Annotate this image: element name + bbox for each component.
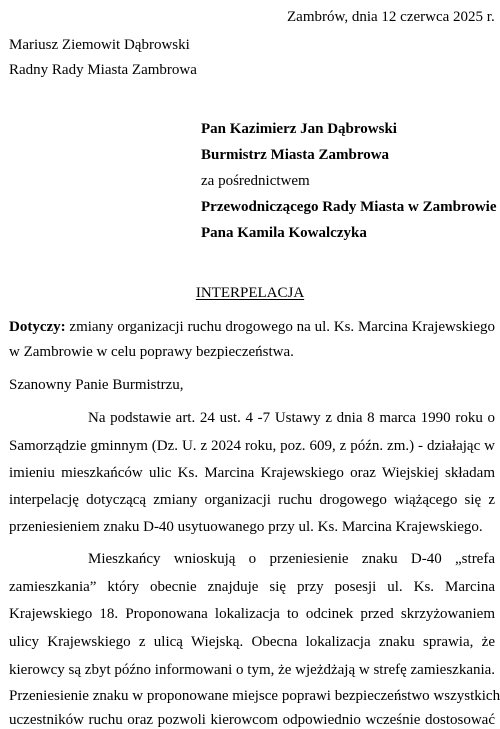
paragraph1-line: Na podstawie art. 24 ust. 4 -7 Ustawy z dnia 8 marca 1990 roku o bbox=[88, 410, 495, 426]
salutation: Szanowny Panie Burmistrzu, bbox=[9, 377, 184, 393]
paragraph2-line: Krajewskiego 18. Proponowana lokalizacja to odcinek przed skrzyżowaniem bbox=[9, 606, 495, 622]
place-date: Zambrów, dnia 12 czerwca 2025 r. bbox=[287, 9, 495, 25]
subject-line-2: w Zambrowie w celu poprawy bezpieczeństwa. bbox=[9, 344, 294, 360]
paragraph1-line: imieniu mieszkańców ulic Ks. Marcina Krajewskiego oraz Wiejskiej składam bbox=[9, 465, 495, 481]
paragraph1-line: przeniesieniem znaku D-40 usytuowanego przy ul. Ks. Marcina Krajewskiego. bbox=[9, 519, 483, 535]
sender-name: Mariusz Ziemowit Dąbrowski bbox=[9, 37, 190, 53]
paragraph2-line: kierowcy są zbyt późno informowani o tym, że wjeżdżają w strefę zamieszkania. bbox=[9, 662, 496, 678]
subject-text: zmiany organizacji ruchu drogowego na ul. Ks. Marcina Krajewskiego bbox=[65, 319, 495, 335]
subject-label: Dotyczy: bbox=[9, 319, 66, 335]
paragraph2-line: Mieszkańcy wnioskują o przeniesienie znaku D-40 „strefa bbox=[88, 551, 495, 567]
recipient-via-title: Przewodniczącego Rady Miasta w Zambrowie bbox=[201, 199, 497, 215]
document-title: INTERPELACJA bbox=[195, 285, 305, 301]
recipient-title: Burmistrz Miasta Zambrowa bbox=[201, 147, 390, 163]
paragraph1-line: Samorządzie gminnym (Dz. U. z 2024 roku, poz. 609, z późn. zm.) - działając w bbox=[9, 438, 495, 454]
paragraph1-line: interpelację dotyczącą zmiany organizacji ruchu drogowego wiążącego się z bbox=[9, 492, 495, 508]
recipient-via-name: Pana Kamila Kowalczyka bbox=[201, 225, 367, 241]
paragraph2-line: ulicy Krajewskiego z ulicą Wiejską. Obecna lokalizacja znaku sprawia, że bbox=[9, 634, 495, 650]
recipient-via: za pośrednictwem bbox=[201, 173, 310, 189]
paragraph2-line: zamieszkania” który obecnie znajduje się przy posesji ul. Ks. Marcina bbox=[9, 579, 495, 595]
recipient-name: Pan Kazimierz Jan Dąbrowski bbox=[201, 121, 397, 137]
paragraph2-line: uczestników ruchu oraz pozwoli kierowcom odpowiednio wcześnie dostosować bbox=[9, 712, 495, 728]
sender-title: Radny Rady Miasta Zambrowa bbox=[9, 62, 197, 78]
subject-line-1 bbox=[9, 318, 495, 336]
paragraph2-line: Przeniesienie znaku w proponowane miejsce poprawi bezpieczeństwo wszystkich bbox=[9, 688, 500, 704]
